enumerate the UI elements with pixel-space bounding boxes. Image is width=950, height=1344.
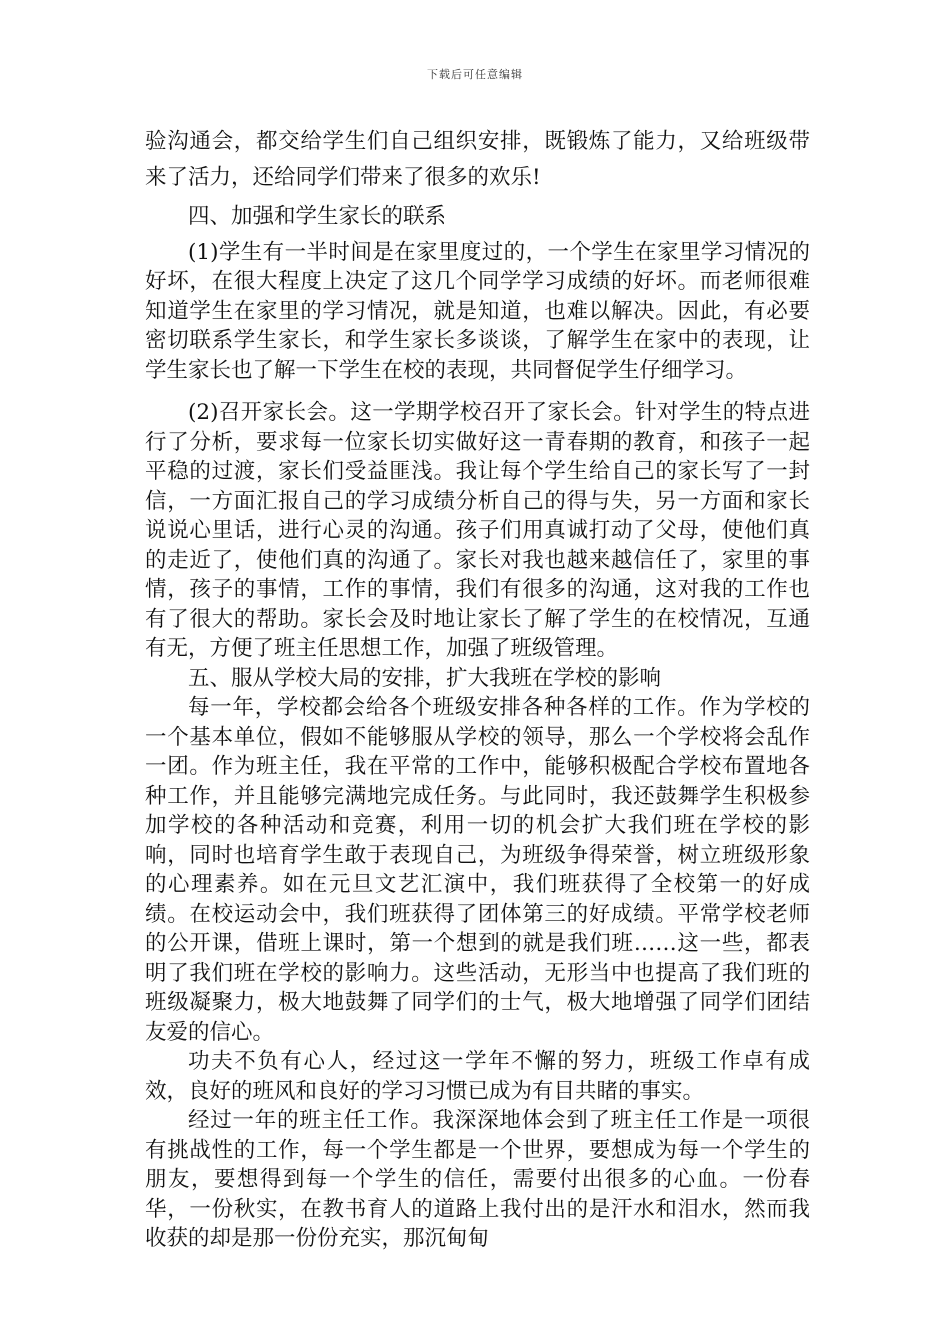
paragraph-continuation: 验沟通会，都交给学生们自己组织安排，既锻炼了能力，又给班级带来了活力，还给同学们带来了很多的欢乐! bbox=[145, 129, 810, 190]
section-heading-five: 五、服从学校大局的安排，扩大我班在学校的影响 bbox=[188, 665, 662, 691]
paragraph-reflection: 经过一年的班主任工作。我深深地体会到了班主任工作是一项很有挑战性的工作，每一个学生都是一个世界，要想成为每一个学生的朋友，要想得到每一个学生的信任，需要付出很多的心血。一份春华，一份秋实，在教书育人的道路上我付出的是汗水和泪水，然而我收获的却是那一份份充实，那沉甸甸 bbox=[145, 1108, 810, 1251]
paragraph-achievement: 功夫不负有心人，经过这一学年不懈的努力，班级工作卓有成效，良好的班风和良好的学习习惯已成为有目共睹的事实。 bbox=[145, 1049, 810, 1104]
paragraph-parent-meeting-2: (2)召开家长会。这一学期学校召开了家长会。针对学生的特点进行了分析，要求每一位家长切实做好这一青春期的教育，和孩子一起平稳的过渡，家长们受益匪浅。我让每个学生给自己的家长写了一封信，一方面汇报自己的学习成绩分析自己的得与失，另一方面和家长说说心里话，进行心灵的沟通。孩子们用真诚打动了父母，使他们真的走近了，使他们真的沟通了。家长对我也越来越信任了，家里的事情，孩子的事情，工作的事情，我们有很多的沟通，这对我的工作也有了很大的帮助。家长会及时地让家长了解了学生的在校情况，互通有无，方便了班主任思想工作，加强了班级管理。 bbox=[145, 400, 810, 661]
paragraph-school-work: 每一年，学校都会给各个班级安排各种各样的工作。作为学校的一个基本单位，假如不能够服从学校的领导，那么一个学校将会乱作一团。作为班主任，我在平常的工作中，能够积极配合学校布置地各种工作，并且能够完满地完成任务。与此同时，我还鼓舞学生积极参加学校的各种活动和竞赛，利用一切的机会扩大我们班在学校的影响，同时也培育学生敢于表现自己，为班级争得荣誉，树立班级形象的心理素养。如在元旦文艺汇演中，我们班获得了全校第一的好成绩。在校运动会中，我们班获得了团体第三的好成绩。平常学校老师的公开课，借班上课时，第一个想到的就是我们班……这一些，都表明了我们班在学校的影响力。这些活动，无形当中也提高了我们班的班级凝聚力，极大地鼓舞了同学们的士气，极大地增强了同学们团结友爱的信心。 bbox=[145, 695, 810, 1045]
page-header-note: 下载后可任意编辑 bbox=[427, 68, 523, 81]
section-heading-four: 四、加强和学生家长的联系 bbox=[188, 204, 447, 229]
paragraph-parent-contact-1: (1)学生有一半时间是在家里度过的，一个学生在家里学习情况的好坏，在很大程度上决定了这几个同学学习成绩的好坏。而老师很难知道学生在家里的学习情况，就是知道，也难以解决。因此，有必要密切联系学生家长，和学生家长多谈谈，了解学生在家中的表现，让学生家长也了解一下学生在校的表现，共同督促学生仔细学习。 bbox=[145, 239, 810, 383]
document-body bbox=[145, 124, 810, 1254]
